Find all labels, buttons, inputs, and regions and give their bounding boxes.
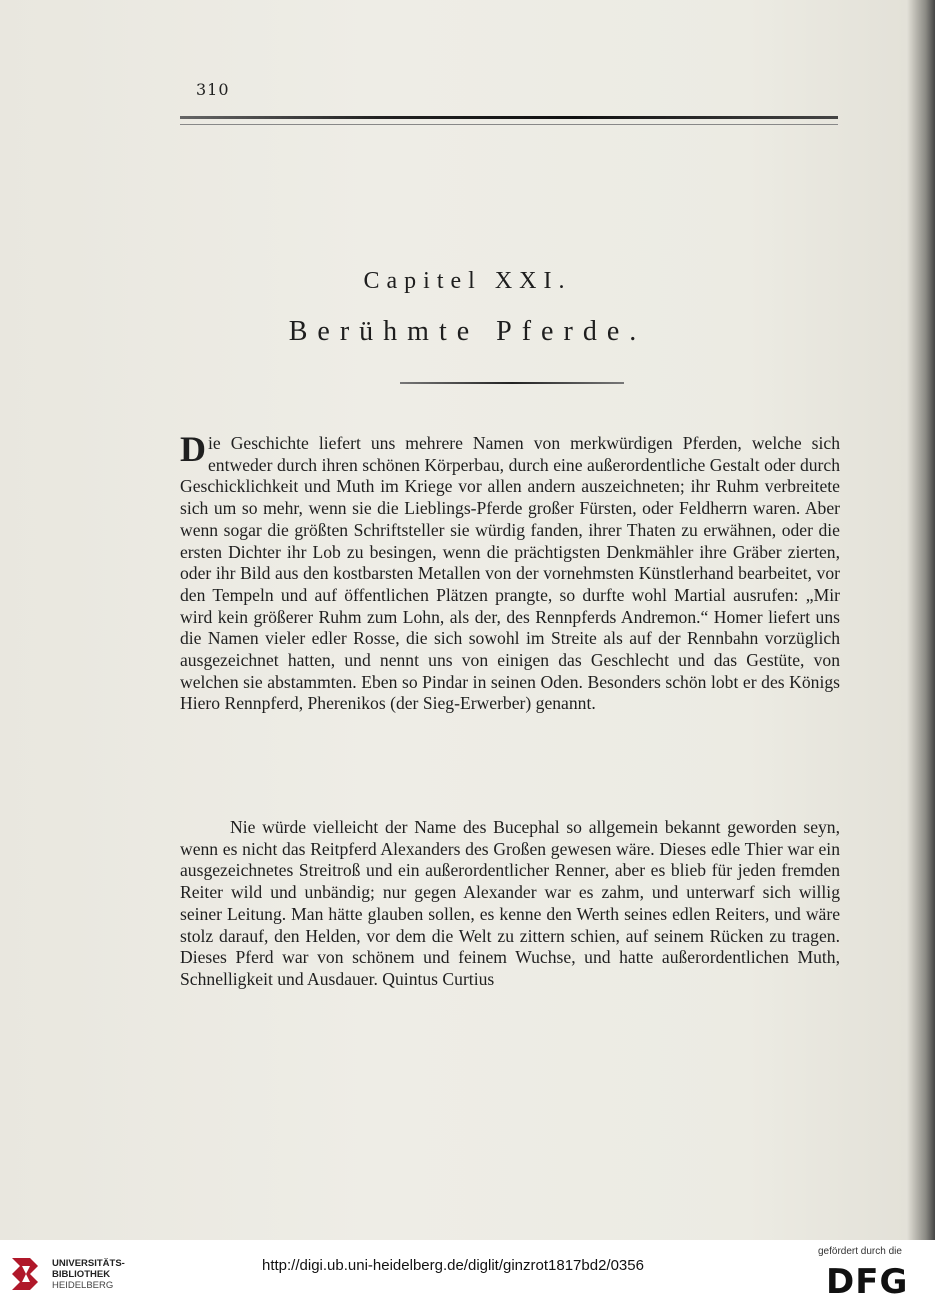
page-number: 310: [196, 80, 230, 99]
viewer-footer: [0, 1240, 935, 1307]
header-rule-thin: [180, 124, 838, 125]
funded-by-label: gefördert durch die: [818, 1246, 902, 1257]
paragraph-1-text: ie Geschichte liefert uns mehrere Namen von merkwürdigen Pferden, welche sich entweder durch ihren schönen Körperbau, durch eine außerordentliche Gestalt oder durch Geschicklichkeit und Muth im Kriege vor allen andern auszeichneten; ihr Ruhm verbreitete sich um so mehr, wenn sie die Lieblings-Pferde großer Fürsten, oder Feldherrn waren. Aber wenn sogar die größten Schriftsteller sie würdig fanden, ihrer Thaten zu erwähnen, oder die ersten Dichter ihr Lob zu besingen, wenn die prächtigsten Denkmähler ihre Gräber zierten, oder ihr Bild aus den kostbarsten Metallen von der vornehmsten Künstlerhand bearbeitet, vor den Tempeln und auf öffentlichen Plätzen prangte, so durfte wohl Martial ausrufen: „Mir wird kein größerer Ruhm zum Lohn, als der, des Rennpferds Andremon.“ Homer liefert uns die Namen vieler edler Rosse, die sich sowohl im Streite als auf der Rennbahn vorzüglich ausgezeichnet hatten, und nennt uns von einigen das Geschlecht und das Gestüte, von welchen sie abstammten. Eben so Pindar in seinen Oden. Besonders schön lobt er des Königs Hiero Rennpferd, Pherenikos (der Sieg-Erwerber) genannt.: [180, 433, 840, 714]
permalink-url[interactable]: http://digi.ub.uni-heidelberg.de/diglit/ginzrot1817bd2/0356: [262, 1257, 644, 1274]
chapter-title: Berühmte Pferde.: [288, 316, 647, 347]
title-rule: [400, 382, 624, 384]
university-logo-icon[interactable]: [8, 1254, 48, 1294]
header-rule: [180, 116, 838, 119]
university-name: UNIVERSITÄTS- BIBLIOTHEK HEIDELBERG: [52, 1258, 125, 1291]
drop-cap: D: [180, 429, 206, 469]
dfg-logo[interactable]: DFG: [826, 1262, 909, 1302]
paragraph-1: [180, 429, 840, 715]
paragraph-2: Nie würde vielleicht der Name des Bucephal so allgemein bekannt geworden seyn, wenn es nicht das Reitpferd Alexanders des Großen gewesen wäre. Dieses edle Thier war ein ausgezeichnetes Streitroß und ein außerordentlicher Renner, aber es blieb für jeden fremden Reiter wild und unbändig; nur gegen Alexander war es zahm, und unterwarf sich willig seiner Leitung. Man hätte glauben sollen, es kenne den Werth seines edlen Reiters, und wäre stolz darauf, den Helden, vor dem die Welt zu zittern schien, auf seinem Rücken zu tragen. Dieses Pferd war von schönem und feinem Wuchse, und hatte außerordentlichen Muth, Schnelligkeit und Ausdauer. Quintus Curtius: [180, 817, 840, 989]
chapter-number: Capitel XXI.: [363, 268, 572, 294]
